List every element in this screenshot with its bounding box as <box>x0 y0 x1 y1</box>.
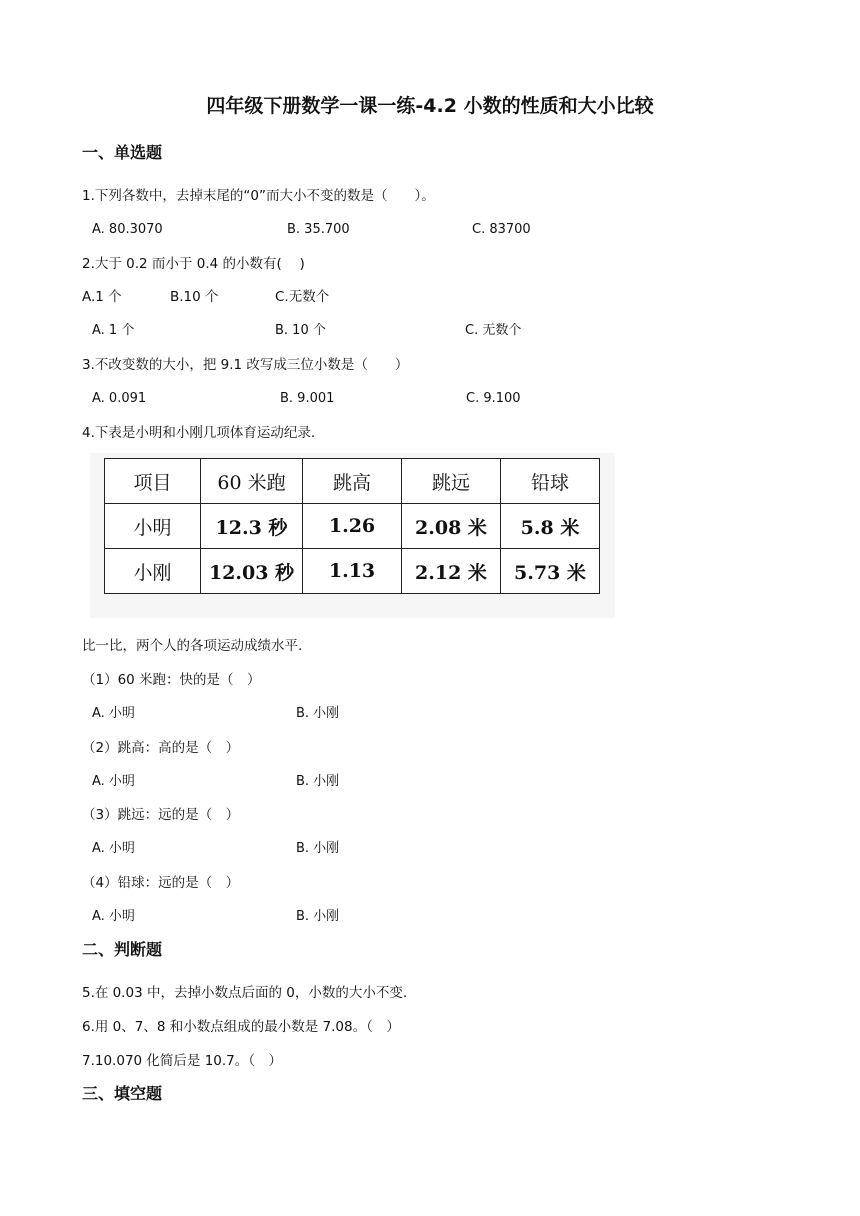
question-3-option-c: C. 9.100 <box>466 391 521 406</box>
table-header-row <box>105 459 600 504</box>
question-2-text: 2.大于 0.2 而小于 0.4 的小数有( ) <box>82 256 305 272</box>
question-4-sub-3-option-a: A. 小明 <box>92 841 135 856</box>
table-cell: 12.03 秒 <box>201 549 303 594</box>
table-cell: 1.13 <box>303 549 402 594</box>
question-1-option-c: C. 83700 <box>472 222 531 237</box>
question-4-compare-text: 比一比，两个人的各项运动成绩水平. <box>82 638 303 654</box>
question-4-sub-4-text: （4）铅球：远的是（ ） <box>82 875 240 891</box>
question-3-text: 3.不改变数的大小，把 9.1 改写成三位小数是（ ） <box>82 357 409 373</box>
table-cell: 5.8 米 <box>501 504 600 549</box>
table-cell: 12.3 秒 <box>201 504 303 549</box>
question-4-sub-2-text: （2）跳高：高的是（ ） <box>82 740 240 756</box>
question-1-option-a: A. 80.3070 <box>92 222 163 237</box>
table-cell: 项目 <box>105 459 201 504</box>
question-2-option-a: A. 1 个 <box>92 323 135 338</box>
table-cell: 小明 <box>105 504 201 549</box>
question-3-option-b: B. 9.001 <box>280 391 335 406</box>
sports-record-table <box>104 458 600 594</box>
table-cell: 5.73 米 <box>501 549 600 594</box>
question-5-text: 5.在 0.03 中，去掉小数点后面的 0，小数的大小不变. <box>82 985 408 1001</box>
question-3-option-a: A. 0.091 <box>92 391 147 406</box>
question-4-sub-1-text: （1）60 米跑：快的是（ ） <box>82 672 261 688</box>
question-2-inline-option-a: A.1 个 <box>82 289 122 305</box>
table-row <box>105 549 600 594</box>
question-4-sub-3-option-b: B. 小刚 <box>296 841 340 856</box>
table-cell: 跳远 <box>402 459 501 504</box>
table-cell: 铅球 <box>501 459 600 504</box>
section-heading-fill-blank: 三、填空题 <box>82 1084 163 1103</box>
section-heading-true-false: 二、判断题 <box>82 940 163 959</box>
question-4-sub-4-option-a: A. 小明 <box>92 909 135 924</box>
question-1-text: 1.下列各数中，去掉末尾的“0”而大小不变的数是（ ）。 <box>82 188 435 204</box>
question-4-sub-2-option-b: B. 小刚 <box>296 774 340 789</box>
question-4-sub-1-option-b: B. 小刚 <box>296 706 340 721</box>
question-4-sub-2-option-a: A. 小明 <box>92 774 135 789</box>
table-row <box>105 504 600 549</box>
table-cell: 跳高 <box>303 459 402 504</box>
question-4-sub-4-option-b: B. 小刚 <box>296 909 340 924</box>
question-4-sub-1-option-a: A. 小明 <box>92 706 135 721</box>
section-heading-single-choice: 一、单选题 <box>82 143 163 162</box>
question-2-inline-option-b: B.10 个 <box>170 289 219 305</box>
table-cell: 2.08 米 <box>402 504 501 549</box>
question-2-option-b: B. 10 个 <box>275 323 326 338</box>
question-4-text: 4.下表是小明和小刚几项体育运动纪录. <box>82 425 316 441</box>
table-cell: 1.26 <box>303 504 402 549</box>
page-title: 四年级下册数学一课一练-4.2 小数的性质和大小比较 <box>206 95 654 117</box>
question-2-option-c: C. 无数个 <box>465 323 522 338</box>
table-cell: 小刚 <box>105 549 201 594</box>
question-6-text: 6.用 0、7、8 和小数点组成的最小数是 7.08。（ ） <box>82 1019 400 1035</box>
table-cell: 60 米跑 <box>201 459 303 504</box>
question-7-text: 7.10.070 化简后是 10.7。（ ） <box>82 1053 283 1069</box>
table-cell: 2.12 米 <box>402 549 501 594</box>
question-4-sub-3-text: （3）跳远：远的是（ ） <box>82 807 240 823</box>
question-2-inline-option-c: C.无数个 <box>275 289 330 305</box>
question-1-option-b: B. 35.700 <box>287 222 350 237</box>
